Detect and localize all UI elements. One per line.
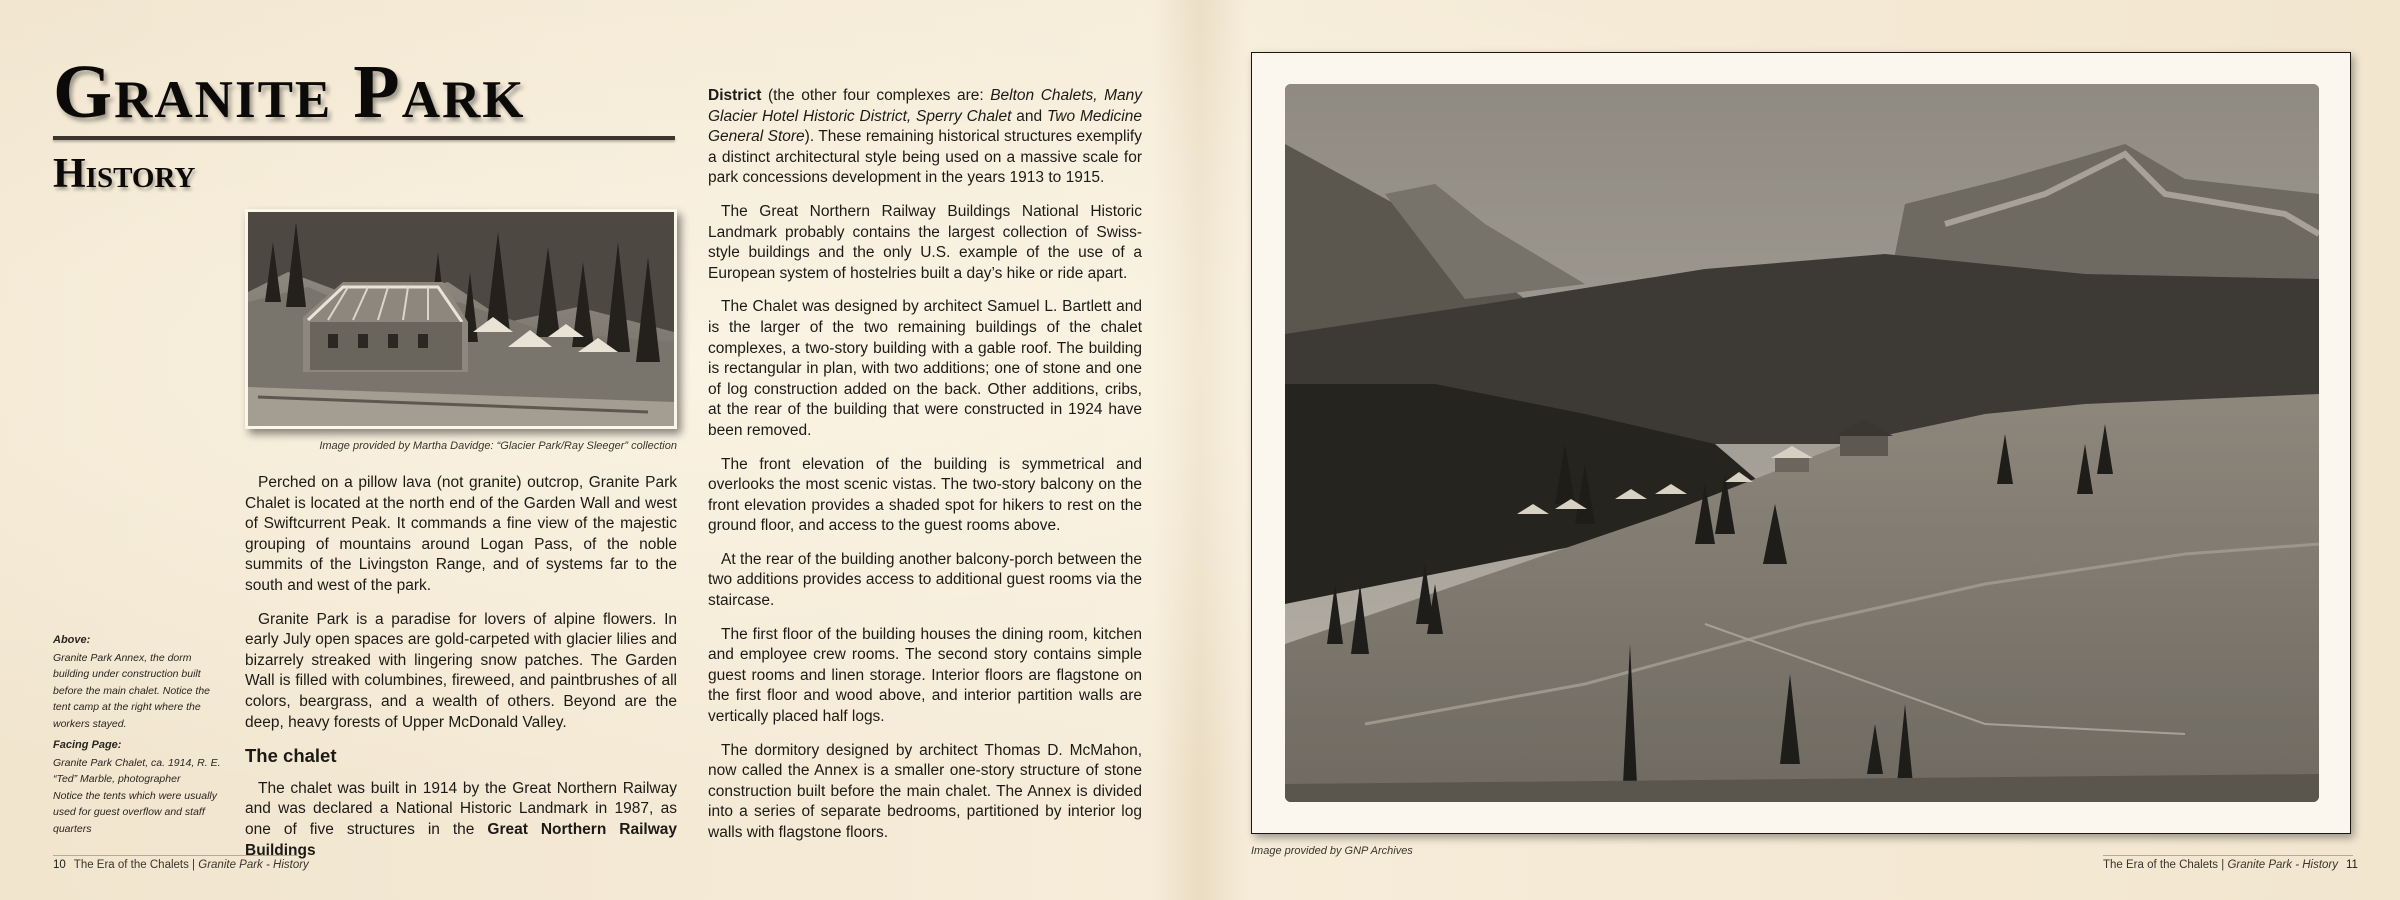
text-run: ). These remaining historical structures exemplify a distinct architectural style being used on a massive scale for park concessions development in the years 1913 to 1915. <box>708 128 1142 187</box>
facing-heading: Facing Page: <box>53 739 122 751</box>
text-run: (the other four complexes are: <box>761 87 991 104</box>
annex-construction-photo <box>245 209 677 429</box>
footer-separator: | <box>2218 859 2228 871</box>
paragraph: The first floor of the building houses the dining room, kitchen and employee crew rooms. The second story contains simple guest rooms and linen storage. Interior floors are flagstone on the first floor and wood above, and interior partition walls are vertically placed half logs. <box>708 625 1142 726</box>
paragraph: The Chalet was designed by architect Samuel L. Bartlett and is the larger of the two remaining buildings of the chalet complexes, a two-story building with a gable roof. The building is rectangular in plan, with two additions; one of stone and one of log construction added on the back. Other additions, cribs, at the rear of the building that were constructed in 1924 have been removed. <box>708 298 1142 439</box>
complex-names: Belton Chalets, Many Glacier Hotel Historic District, Sperry Chalet <box>708 87 1142 125</box>
sidebar-above-note <box>53 632 229 732</box>
chalet-1914-photo <box>1251 52 2351 834</box>
above-text: Granite Park Annex, the dorm building under construction built before the main chalet. Notice the tent camp at the right where the workers stayed. <box>53 651 211 730</box>
paragraph: The front elevation of the building is symmetrical and overlooks the most scenic vistas. The two-story balcony on the front elevation provides a shaded spot for hikers to rest on the ground floor, and access to the guest rooms above. <box>708 455 1142 535</box>
complex-name: Two Medicine General Store <box>708 107 1142 146</box>
page-title: Granite Park <box>53 50 526 134</box>
annex-photo-graphic <box>248 212 674 426</box>
page-number: 10 <box>53 859 66 871</box>
page-subtitle: History <box>53 151 196 197</box>
left-text-column <box>245 473 677 874</box>
photo-image-area <box>1285 84 2319 802</box>
footer-separator: | <box>188 859 199 871</box>
paragraph <box>708 86 1142 189</box>
paragraph: The dormitory designed by architect Thomas D. McMahon, now called the Annex is a smaller one-story structure of stone construction built before the main chalet. The Annex is divided into a series of separate bedrooms, partitioned by interior log walls with flagstone floors. <box>708 741 1142 841</box>
sidebar-facing-note <box>53 737 229 837</box>
paragraph: Granite Park is a paradise for lovers of alpine flowers. In early July open spaces are gold-carpeted with glacier lilies and bizarrely streaked with lingering snow patches. The Garden Wall is filled with columbines, fireweed, and paintbrushes of all colors, beargrass, and a wealth of others. Beyond are the deep, heavy forests of Upper McDonald Valley. <box>245 610 677 731</box>
footer-section: Granite Park - History <box>198 859 309 871</box>
paragraph <box>245 779 677 861</box>
district-bold: District <box>708 87 762 104</box>
facing-text: Granite Park Chalet, ca. 1914, R. E. “Ted” Marble, photographer <box>53 756 221 785</box>
footer-book-title: The Era of the Chalets <box>73 859 189 871</box>
footer-left <box>53 855 309 871</box>
footer-section: Granite Park - History <box>2227 859 2339 871</box>
section-heading: The chalet <box>245 745 337 767</box>
facing-note: Notice the tents which were usually used for guest overflow and staff quarters <box>53 789 217 835</box>
chalet-photo-graphic <box>1285 84 2319 802</box>
paragraph: Perched on a pillow lava (not granite) outcrop, Granite Park Chalet is located at the north end of the Garden Wall and west of Swiftcurrent Peak. It commands a fine view of the majestic grouping of mountains around Logan Pass, of the noble summits of the Livingston Range, and of systems far to the south and west of the park. <box>245 474 677 594</box>
landmark-name: Great Northern Railway Buildings <box>245 820 677 859</box>
footer-book-title: The Era of the Chalets <box>2103 859 2219 871</box>
paragraph: The Great Northern Railway Buildings National Historic Landmark probably contains the largest collection of Swiss-style buildings and the only U.S. example of the use of a European system of hostelries built a day’s hike or ride apart. <box>708 202 1142 282</box>
above-heading: Above: <box>53 634 91 646</box>
paragraph: At the rear of the building another balcony-porch between the two additions provides access to additional guest rooms via the staircase. <box>708 550 1142 610</box>
text-run: and <box>1011 107 1047 125</box>
page-number: 11 <box>2346 859 2358 871</box>
footer-right <box>2103 855 2358 871</box>
title-divider <box>53 136 675 140</box>
paragraph-text: The chalet was built in 1914 by the Great Northern Railway and was declared a National Historic Landmark in 1987, as one of five structures in the <box>245 779 677 838</box>
archive-photo-credit: Image provided by GNP Archives <box>1251 845 1413 857</box>
middle-text-column <box>708 86 1142 857</box>
photo-credit-caption: Image provided by Martha Davidge: “Glacier Park/Ray Sleeger” collection <box>319 440 677 452</box>
